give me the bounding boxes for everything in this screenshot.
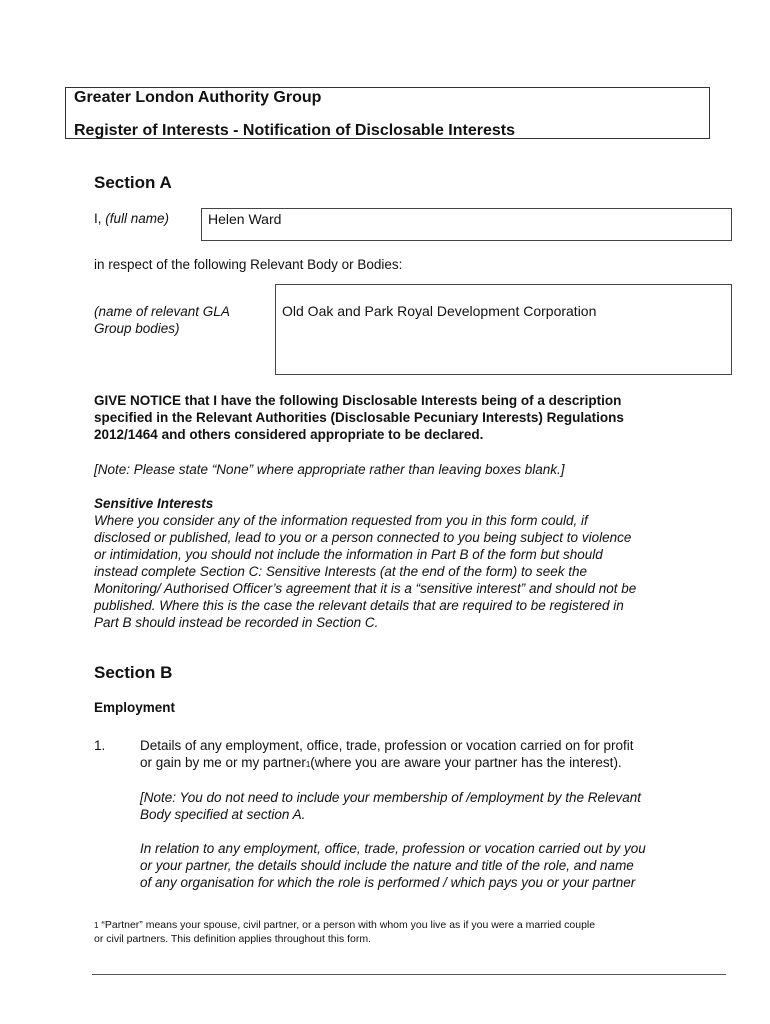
form-title: Register of Interests - Notification of Disclosable Interests [74, 122, 515, 139]
section-b-title: Section B [94, 663, 173, 682]
notice-line-3: 2012/1464 and others considered appropriate to be declared. [94, 427, 484, 442]
item-line-2-a: or gain by me or my partner [140, 755, 306, 770]
full-name-value: Helen Ward [208, 211, 282, 227]
item-line-2 [140, 754, 622, 773]
sensitive-line-1: Where you consider any of the information requested from you in this form could, if [94, 513, 588, 528]
employment-subtitle: Employment [94, 700, 176, 715]
footnote-ref: 1 [305, 760, 311, 769]
membership-note-line-1: [Note: You do not need to include your membership of /employment by the Relevant [140, 790, 642, 805]
full-name-label-prefix: I, [94, 211, 106, 226]
organisation-title: Greater London Authority Group [74, 89, 322, 106]
bodies-label-line2: Group bodies) [94, 321, 180, 336]
item-number: 1. [94, 738, 106, 753]
relation-line-1: In relation to any employment, office, trade, profession or vocation carried out by you [140, 841, 646, 856]
full-name-field[interactable] [201, 208, 732, 241]
sensitive-line-3: or intimidation, you should not include the information in Part B of the form but should [94, 547, 603, 562]
relation-line-2: or your partner, the details should include the nature and title of the role, and name [140, 858, 634, 873]
relevant-bodies-value: Old Oak and Park Royal Development Corporation [282, 303, 597, 319]
bodies-intro: in respect of the following Relevant Body or Bodies: [94, 257, 403, 272]
relation-line-3: of any organisation for which the role is performed / which pays you or your partner [140, 875, 636, 890]
footnote-text-1: “Partner” means your spouse, civil partner, or a person with whom you live as if you were a married couple [98, 919, 596, 931]
sensitive-interests-title: Sensitive Interests [94, 496, 214, 511]
page-bottom-rule [92, 974, 726, 975]
sensitive-line-6: published. Where this is the case the relevant details that are required to be registered in [94, 598, 624, 613]
full-name-label [94, 210, 169, 227]
footnote-line-1 [94, 918, 744, 933]
footnote-marker: 1 [94, 921, 99, 930]
notice-line-1: GIVE NOTICE that I have the following Disclosable Interests being of a description [94, 393, 622, 408]
notice-line-2: specified in the Relevant Authorities (Disclosable Pecuniary Interests) Regulations [94, 410, 624, 425]
relevant-bodies-field[interactable] [275, 284, 732, 375]
item-line-2-b: (where you are aware your partner has the interest). [310, 755, 622, 770]
full-name-label-italic: (full name) [105, 211, 170, 226]
item-line-1: Details of any employment, office, trade, profession or vocation carried on for profit [140, 738, 634, 753]
sensitive-line-2: disclosed or published, lead to you or a person connected to you being subject to violence [94, 530, 632, 545]
footnote-line-2: or civil partners. This definition applies throughout this form. [94, 933, 372, 945]
note-none: [Note: Please state “None” where appropriate rather than leaving boxes blank.] [94, 462, 565, 477]
section-a-title: Section A [94, 173, 172, 192]
sensitive-line-4: instead complete Section C: Sensitive Interests (at the end of the form) to seek the [94, 564, 588, 579]
form-header-box [65, 87, 710, 139]
sensitive-line-7: Part B should instead be recorded in Section C. [94, 615, 379, 630]
bodies-label-line1: (name of relevant GLA [94, 304, 230, 319]
sensitive-line-5: Monitoring/ Authorised Officer’s agreement that it is a “sensitive interest” and should not be [94, 581, 637, 596]
membership-note-line-2: Body specified at section A. [140, 807, 306, 822]
